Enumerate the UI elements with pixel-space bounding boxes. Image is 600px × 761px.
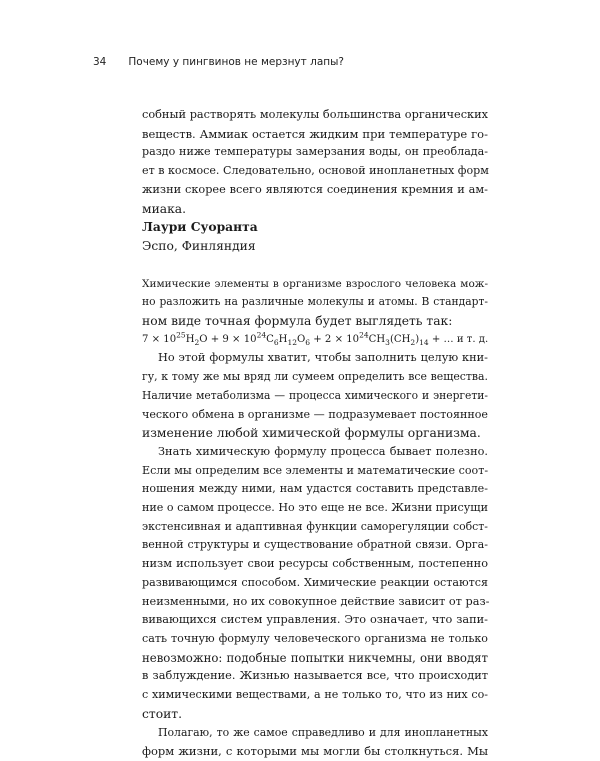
paragraph [142, 724, 488, 761]
text-line: сать точную формулу человеческого организма не только [142, 631, 488, 645]
text-line: развивающимся способом. Химические реакции остаются [142, 575, 488, 589]
page-number: 34 [93, 56, 107, 68]
text-line: венной структуры и существование обратной связи. Орга- [142, 538, 488, 552]
paragraph-continued [142, 106, 488, 218]
text-line: форм жизни, с которыми мы могли бы столкнуться. Мы [142, 744, 488, 759]
text-line: ношения между ними, нам удастся составить представле- [142, 482, 488, 496]
text-line: веществ. Аммиак остается жидким при температуре го- [142, 126, 488, 141]
paragraph [142, 349, 488, 443]
text-line: невозможно: подобные попытки никчемны, они вводят [142, 650, 488, 665]
paragraph-formula-intro [142, 275, 488, 331]
author-name: Лаури Суоранта [142, 219, 258, 235]
text-line: Если мы определим все элементы и математические соот- [142, 463, 489, 477]
text-line: но разложить на различные молекулы и атомы. В стандарт- [142, 295, 488, 309]
text-line: Полагаю, то же самое справедливо и для инопланетных [158, 725, 488, 739]
text-line: жизни скорее всего являются соединения кремния и ам- [142, 182, 488, 196]
chemical-formula: $7 \times 10^{25}H_2O + 9 \times 10^{24}C_6H_{12}O_6 + 2 \times 10^{24}CH_3(CH_2)_{14}$ + … и т. д. [142, 330, 489, 347]
text-line: ние о самом процессе. Но это еще не все. Жизни присущи [142, 501, 488, 515]
text-line: низм использует свои ресурсы собственным, постепенно [142, 557, 488, 571]
running-head [93, 56, 344, 68]
text-line: Знать химическую формулу процесса бывает полезно. [158, 444, 488, 458]
text-line: Химические элементы в организме взрослого человека мож- [142, 277, 488, 290]
text-line: раздо ниже температуры замерзания воды, он преоблада- [142, 145, 488, 159]
text-line: ном виде точная формула будет выглядеть так: [142, 314, 453, 329]
page-body [142, 106, 488, 761]
book-title: Почему у пингвинов не мерзнут лапы? [128, 56, 344, 68]
text-line: неизменными, но их совокупное действие зависит от раз- [142, 594, 490, 608]
text-line: ет в космосе. Следовательно, основой инопланетных форм [142, 164, 489, 178]
text-line: ческого обмена в организме — подразумевает постоянное [142, 407, 488, 421]
text-line: Но этой формулы хватит, чтобы заполнить целую кни- [158, 351, 488, 365]
text-line: собный растворять молекулы большинства органических [142, 108, 488, 121]
text-line: стоит. [142, 706, 183, 721]
paragraph [142, 443, 488, 724]
text-line: вивающихся систем управления. Это означает, что запи- [142, 613, 488, 627]
text-line: миака. [142, 201, 187, 216]
author-location: Эспо, Финляндия [142, 238, 256, 253]
text-line: гу, к тому же мы вряд ли сумеем определить все вещества. [142, 370, 488, 384]
text-line: в заблуждение. Жизнью называется все, что происходит [142, 669, 488, 683]
text-line: с химическими веществами, а не только то, что из них со- [142, 688, 488, 702]
text-line: Наличие метаболизма — процесса химического и энергети- [142, 388, 488, 402]
spacer [142, 256, 488, 275]
text-line: изменение любой химической формулы организма. [142, 426, 481, 441]
text-line: экстенсивная и адаптивная функции саморегуляции собст- [142, 519, 488, 533]
